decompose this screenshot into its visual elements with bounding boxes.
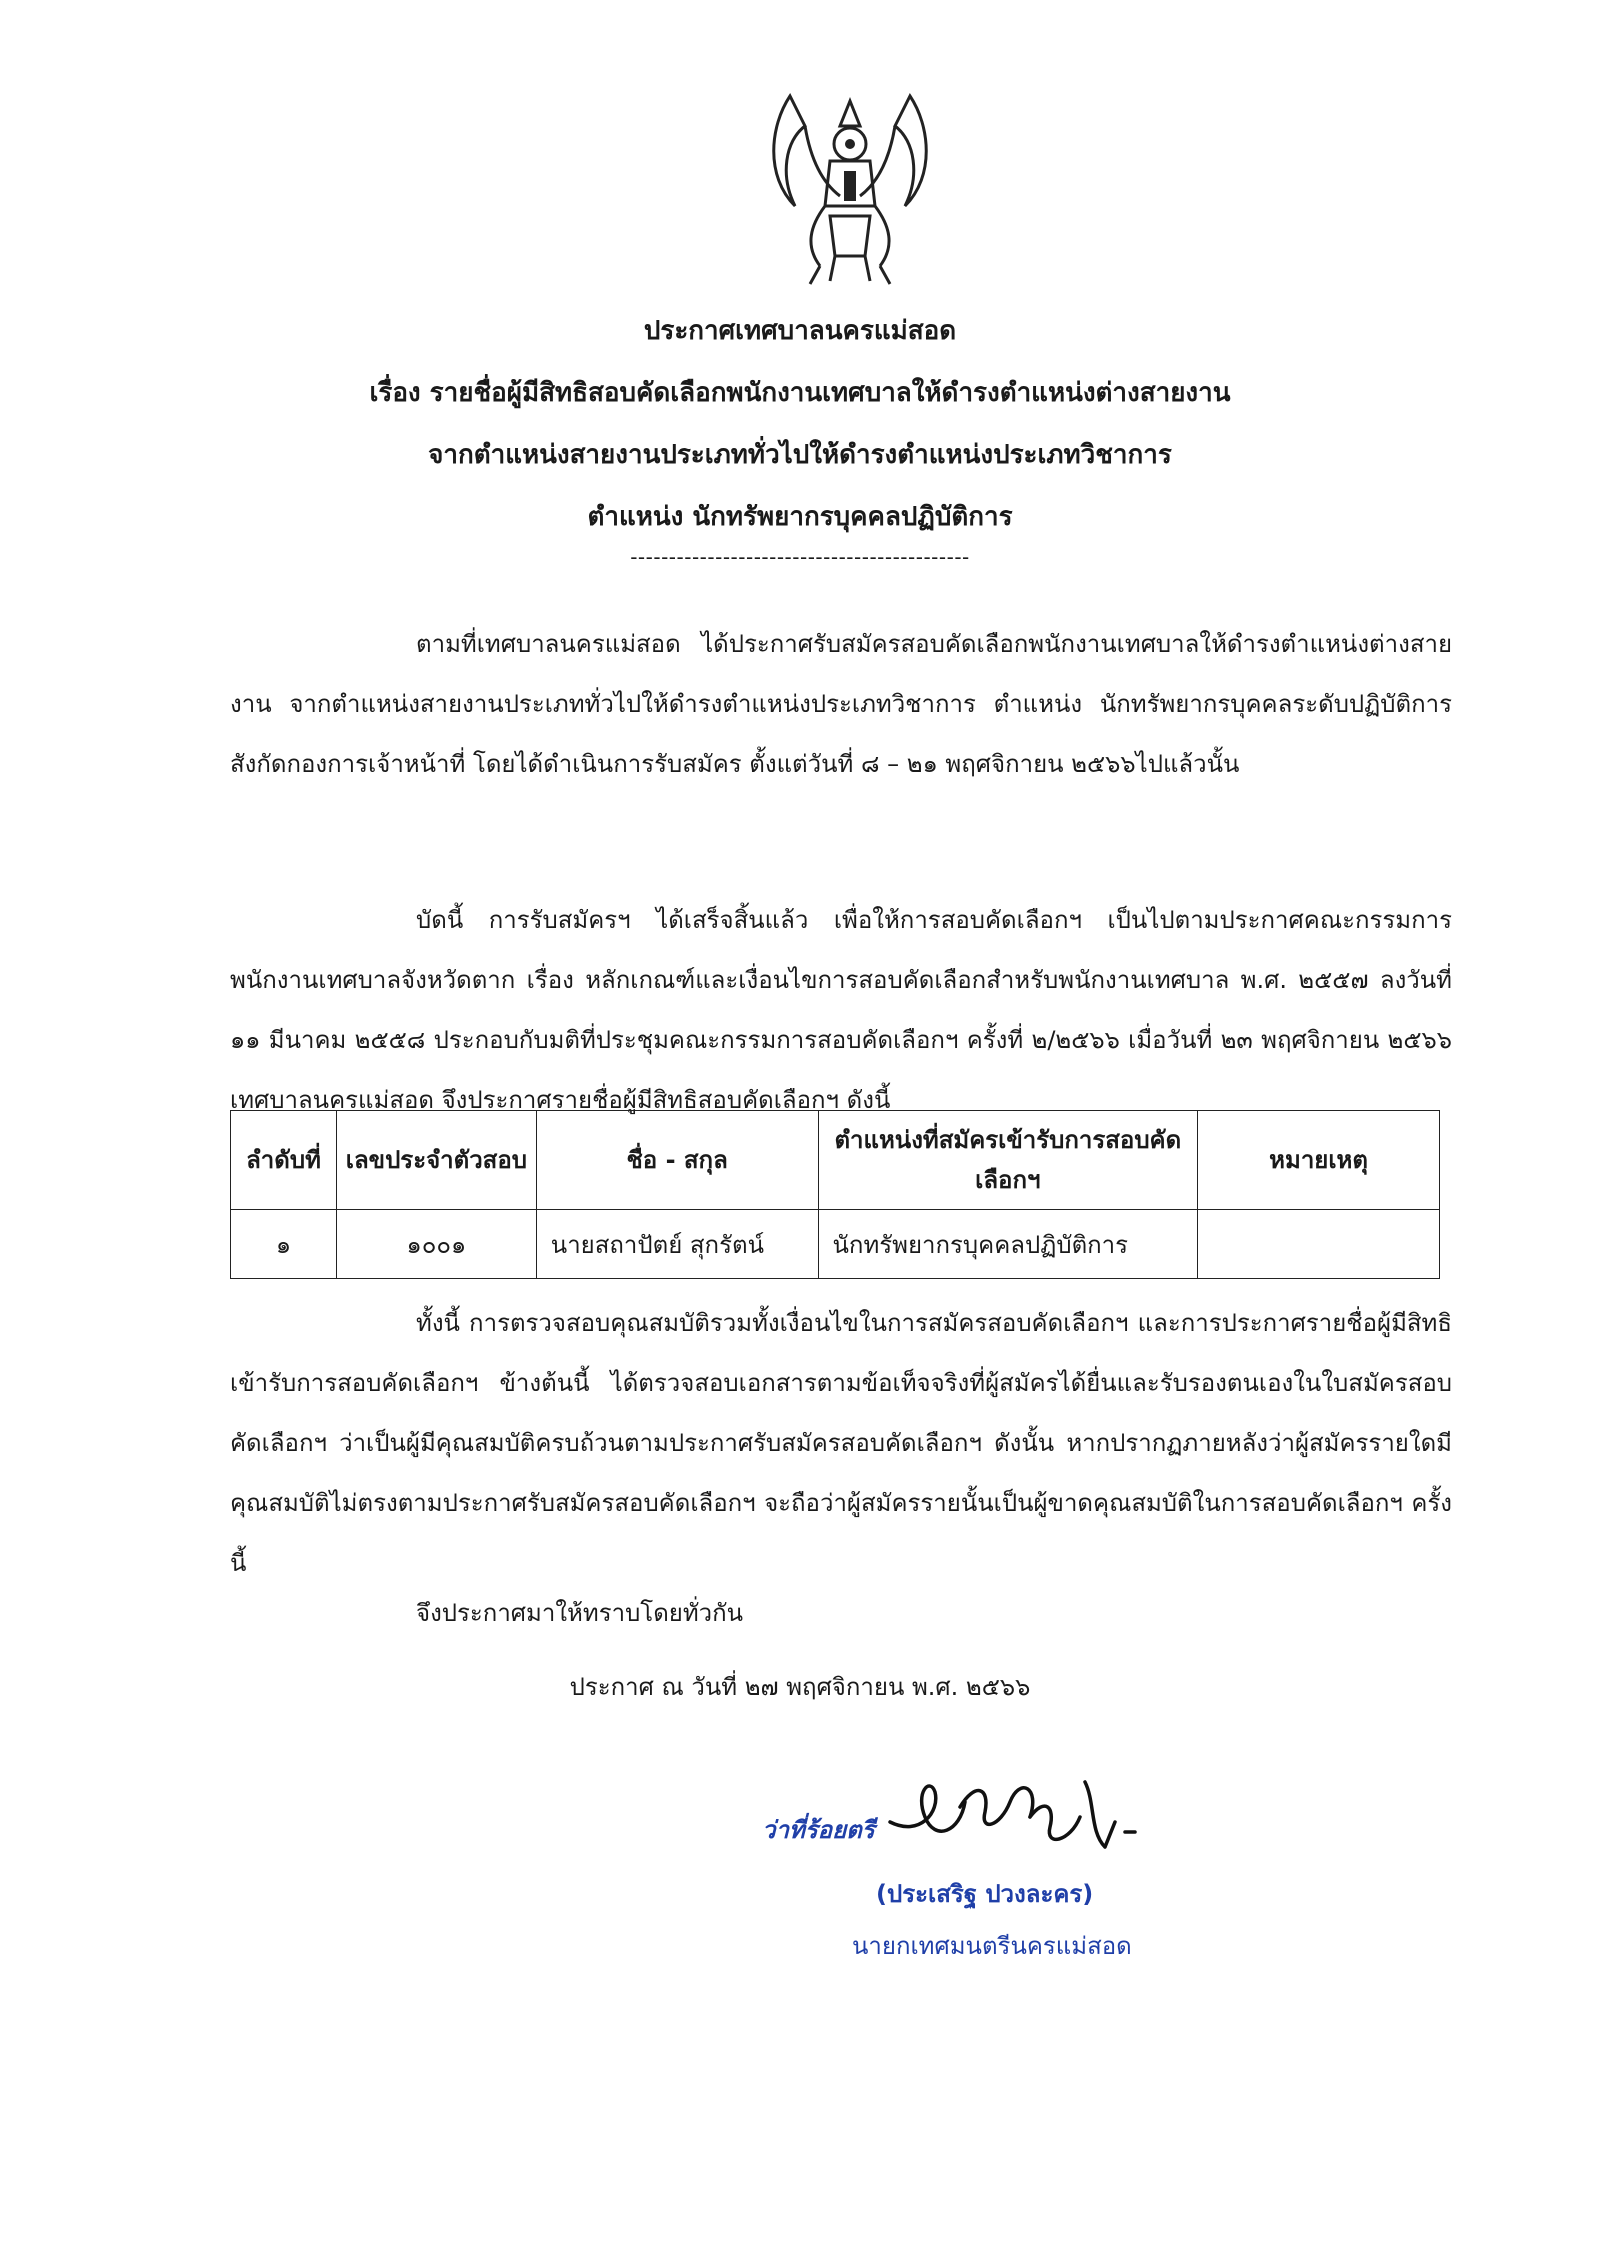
announcement-title: ประกาศเทศบาลนครแม่สอด xyxy=(643,316,957,346)
header-exam-id: เลขประจำตัวสอบ xyxy=(336,1111,536,1210)
announcement-subject-line2: จากตำแหน่งสายงานประเภททั่วไปให้ดำรงตำแหน่งประเภทวิชาการ xyxy=(428,440,1172,470)
paragraph-3: ทั้งนี้ การตรวจสอบคุณสมบัติรวมทั้งเงื่อนไขในการสมัครสอบคัดเลือกฯ และการประกาศรายชื่อผู้มีสิทธิเข้ารับการสอบคัดเลือกฯ ข้างต้นนี้ ได้ตรวจสอบเอกสารตามข้อเท็จจริงที่ผู้สมัครได้ยื่นและรับรองตนเองในใบสมัครสอบคัดเลือกฯ ว่าเป็นผู้มีคุณสมบัติครบถ้วนตามประกาศรับสมัครสอบคัดเลือกฯ ดังนั้น หากปรากฏภายหลังว่าผู้สมัครรายใดมีคุณสมบัติไม่ตรงตามประกาศรับสมัครสอบคัดเลือกฯ จะถือว่าผู้สมัครรายนั้นเป็นผู้ขาดคุณสมบัติในการสอบคัดเลือกฯ ครั้งนี้ xyxy=(230,1309,1452,1577)
header-name: ชื่อ - สกุล xyxy=(536,1111,818,1210)
signer-name: (ประเสริฐ ปวงละคร) xyxy=(876,1880,1094,1908)
paragraph-1: ตามที่เทศบาลนครแม่สอด ได้ประกาศรับสมัครสอบคัดเลือกพนักงานเทศบาลให้ดำรงตำแหน่งต่างสายงาน จากตำแหน่งสายงานประเภททั่วไปให้ดำรงตำแหน่งประเภทวิชาการ ตำแหน่ง นักทรัพยากรบุคคลระดับปฏิบัติการ สังกัดกองการเจ้าหน้าที่ โดยได้ดำเนินการรับสมัคร ตั้งแต่วันที่ ๘ – ๒๑ พฤศจิกายน ๒๕๖๖ไปแล้วนั้น xyxy=(230,630,1452,778)
cell-exam-id: ๑๐๐๑ xyxy=(336,1210,536,1279)
announcement-date: ประกาศ ณ วันที่ ๒๗ พฤศจิกายน พ.ศ. ๒๕๖๖ xyxy=(569,1673,1031,1701)
paragraph-4: จึงประกาศมาให้ทราบโดยทั่วกัน xyxy=(416,1599,744,1627)
signer-rank: ว่าที่ร้อยตรี xyxy=(762,1816,875,1844)
header-order: ลำดับที่ xyxy=(231,1111,337,1210)
announcement-subject: เรื่อง รายชื่อผู้มีสิทธิสอบคัดเลือกพนักงานเทศบาลให้ดำรงตำแหน่งต่างสายงาน xyxy=(369,378,1231,408)
handwritten-signature-icon xyxy=(880,1762,1140,1872)
announcement-position: ตำแหน่ง นักทรัพยากรบุคคลปฏิบัติการ xyxy=(587,502,1013,532)
header-position: ตำแหน่งที่สมัครเข้ารับการสอบคัดเลือกฯ xyxy=(818,1111,1198,1210)
candidate-table xyxy=(230,1110,1440,1279)
table-row xyxy=(231,1210,1440,1279)
header-divider: -------------------------------------------- xyxy=(630,545,970,569)
paragraph-2: บัดนี้ การรับสมัครฯ ได้เสร็จสิ้นแล้ว เพื่อให้การสอบคัดเลือกฯ เป็นไปตามประกาศคณะกรรมการพนักงานเทศบาลจังหวัดตาก เรื่อง หลักเกณฑ์และเงื่อนไขการสอบคัดเลือกสำหรับพนักงานเทศบาล พ.ศ. ๒๕๕๗ ลงวันที่ ๑๑ มีนาคม ๒๕๕๘ ประกอบกับมติที่ประชุมคณะกรรมการสอบคัดเลือกฯ ครั้งที่ ๒/๒๕๖๖ เมื่อวันที่ ๒๓ พฤศจิกายน ๒๕๖๖ เทศบาลนครแม่สอด จึงประกาศรายชื่อผู้มีสิทธิสอบคัดเลือกฯ ดังนี้ xyxy=(230,906,1452,1114)
cell-order: ๑ xyxy=(231,1210,337,1279)
cell-position: นักทรัพยากรบุคคลปฏิบัติการ xyxy=(818,1210,1198,1279)
table-header-row xyxy=(231,1111,1440,1210)
cell-remark xyxy=(1198,1210,1440,1279)
header-remark: หมายเหตุ xyxy=(1198,1111,1440,1210)
garuda-emblem-icon xyxy=(750,86,950,291)
cell-name: นายสถาปัตย์ สุกรัตน์ xyxy=(536,1210,818,1279)
signer-title: นายกเทศมนตรีนครแม่สอด xyxy=(852,1932,1132,1960)
